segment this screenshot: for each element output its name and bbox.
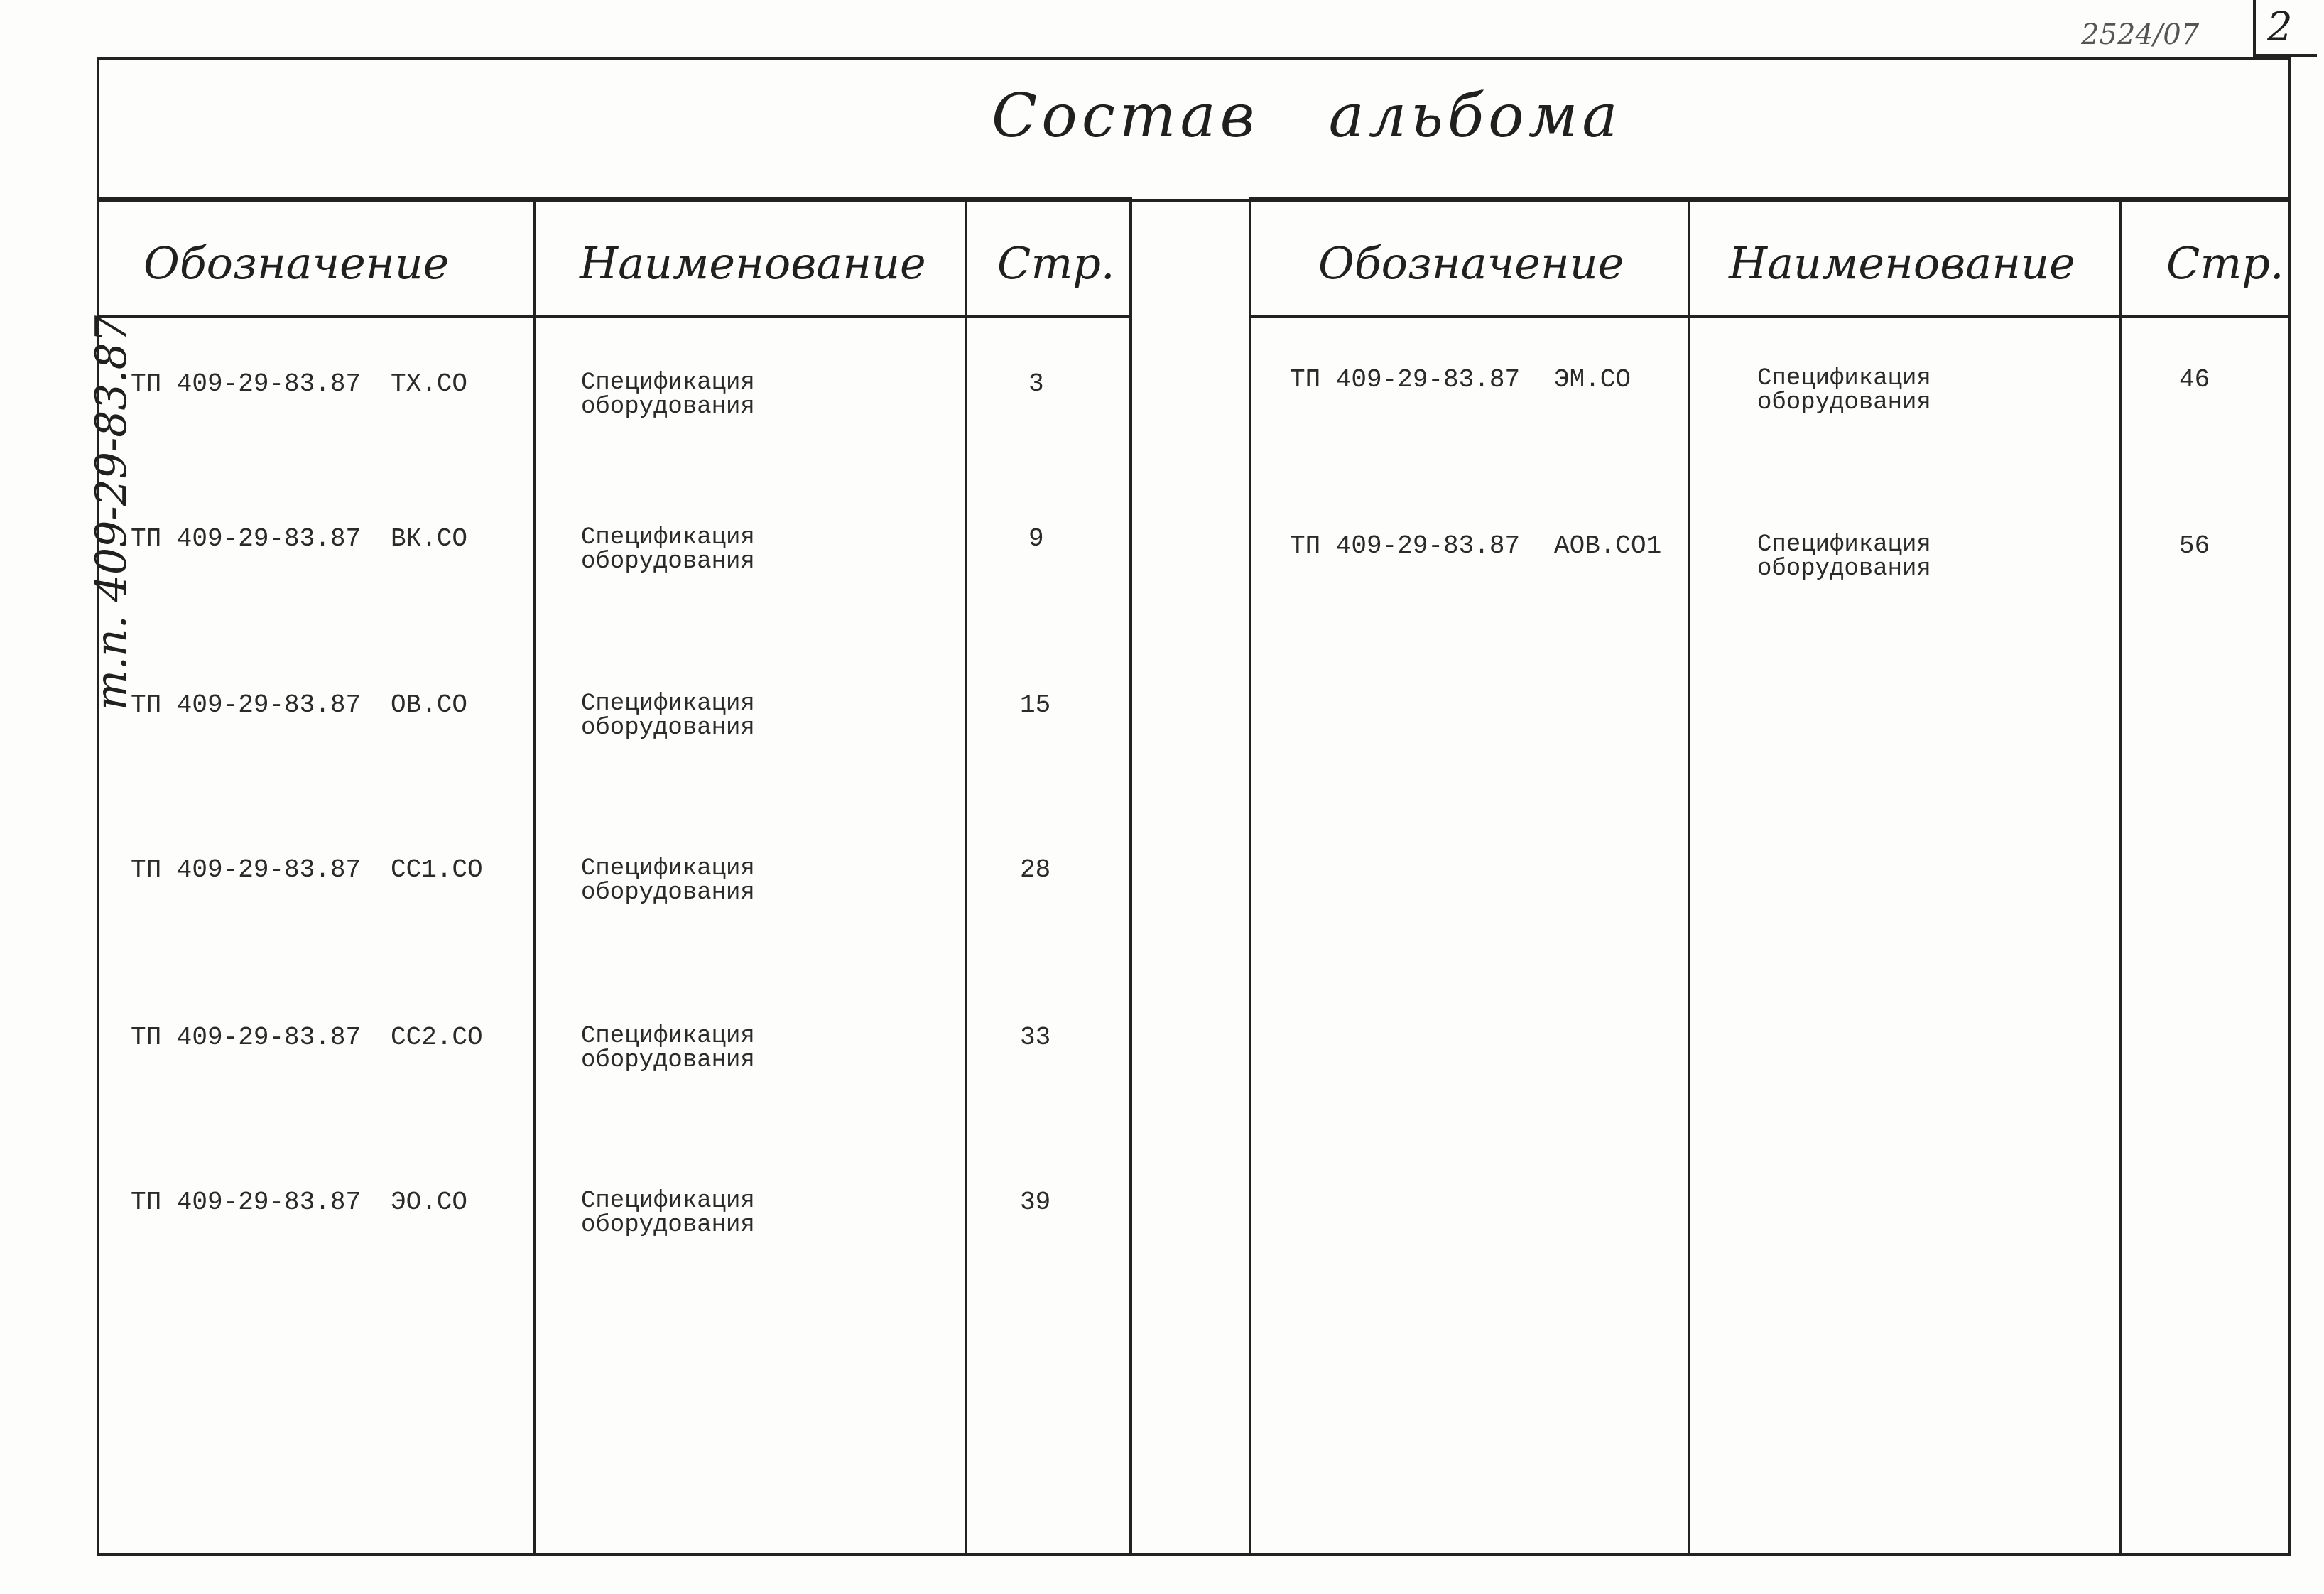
table-row — [99, 1188, 1129, 1245]
header-name: Наименование — [580, 237, 926, 289]
header-designation: Обозначение — [143, 237, 450, 289]
document-code: 2524/07 — [2081, 18, 2200, 51]
table-header — [99, 197, 1129, 318]
row-name-line2: оборудования — [581, 548, 755, 575]
table-row — [99, 690, 1129, 747]
row-suffix: ОВ.СО — [391, 690, 468, 720]
row-code: ТП 409-29-83.87 — [131, 369, 362, 398]
row-page: 56 — [2179, 531, 2210, 560]
row-name-line1: Спецификация — [581, 369, 755, 396]
row-suffix: СС2.СО — [391, 1023, 483, 1052]
row-suffix: ЭО.СО — [391, 1188, 468, 1217]
table-row — [99, 524, 1129, 581]
row-name-line2: оборудования — [581, 1047, 755, 1074]
sheet-number: 2 — [2267, 4, 2293, 50]
row-code: ТП 409-29-83.87 — [131, 524, 362, 553]
row-name-line2: оборудования — [581, 394, 755, 421]
row-code: ТП 409-29-83.87 — [131, 690, 362, 720]
row-name-line2: оборудования — [581, 1212, 755, 1239]
row-page: 46 — [2179, 365, 2210, 394]
row-code: ТП 409-29-83.87 — [131, 1023, 362, 1052]
row-name-line2: оборудования — [581, 879, 755, 906]
header-page: Стр. — [2166, 237, 2284, 289]
row-suffix: ВК.СО — [391, 524, 468, 553]
row-name-line1: Спецификация — [581, 855, 755, 882]
page-title: Состав альбома — [992, 81, 1622, 151]
row-suffix: ЭМ.СО — [1554, 365, 1631, 394]
row-name-line2: оборудования — [581, 715, 755, 742]
row-page: 39 — [1020, 1188, 1051, 1217]
row-page: 33 — [1020, 1023, 1051, 1052]
table-row — [99, 369, 1129, 426]
row-code: ТП 409-29-83.87 — [131, 855, 362, 884]
row-code: ТП 409-29-83.87 — [1290, 531, 1521, 560]
side-project-label: т.п. 409-29-83.87 — [87, 315, 136, 710]
row-name-line2: оборудования — [1757, 555, 1931, 582]
header-page: Стр. — [997, 237, 1115, 289]
header-name: Наименование — [1729, 237, 2075, 289]
row-page: 9 — [1028, 524, 1044, 553]
row-page: 28 — [1020, 855, 1051, 884]
row-name-line1: Спецификация — [581, 1188, 755, 1215]
right-contents-table — [1249, 197, 2291, 1556]
row-name-line1: Спецификация — [1757, 365, 1931, 392]
row-code: ТП 409-29-83.87 — [131, 1188, 362, 1217]
row-suffix: СС1.СО — [391, 855, 483, 884]
header-designation: Обозначение — [1318, 237, 1624, 289]
row-suffix: ТХ.СО — [391, 369, 468, 398]
row-name-line2: оборудования — [1757, 389, 1931, 416]
title-block — [99, 60, 2288, 202]
table-row — [1251, 365, 2288, 422]
row-code: ТП 409-29-83.87 — [1290, 365, 1521, 394]
row-page: 3 — [1028, 369, 1044, 398]
table-row — [99, 855, 1129, 912]
row-name-line1: Спецификация — [1757, 531, 1931, 558]
table-row — [1251, 531, 2288, 588]
row-suffix: АОВ.СО1 — [1554, 531, 1662, 560]
row-name-line1: Спецификация — [581, 524, 755, 551]
table-row — [99, 1023, 1129, 1080]
table-header — [1251, 197, 2288, 318]
row-name-line1: Спецификация — [581, 1023, 755, 1050]
row-page: 15 — [1020, 690, 1051, 720]
left-contents-table — [97, 197, 1132, 1556]
row-name-line1: Спецификация — [581, 690, 755, 717]
